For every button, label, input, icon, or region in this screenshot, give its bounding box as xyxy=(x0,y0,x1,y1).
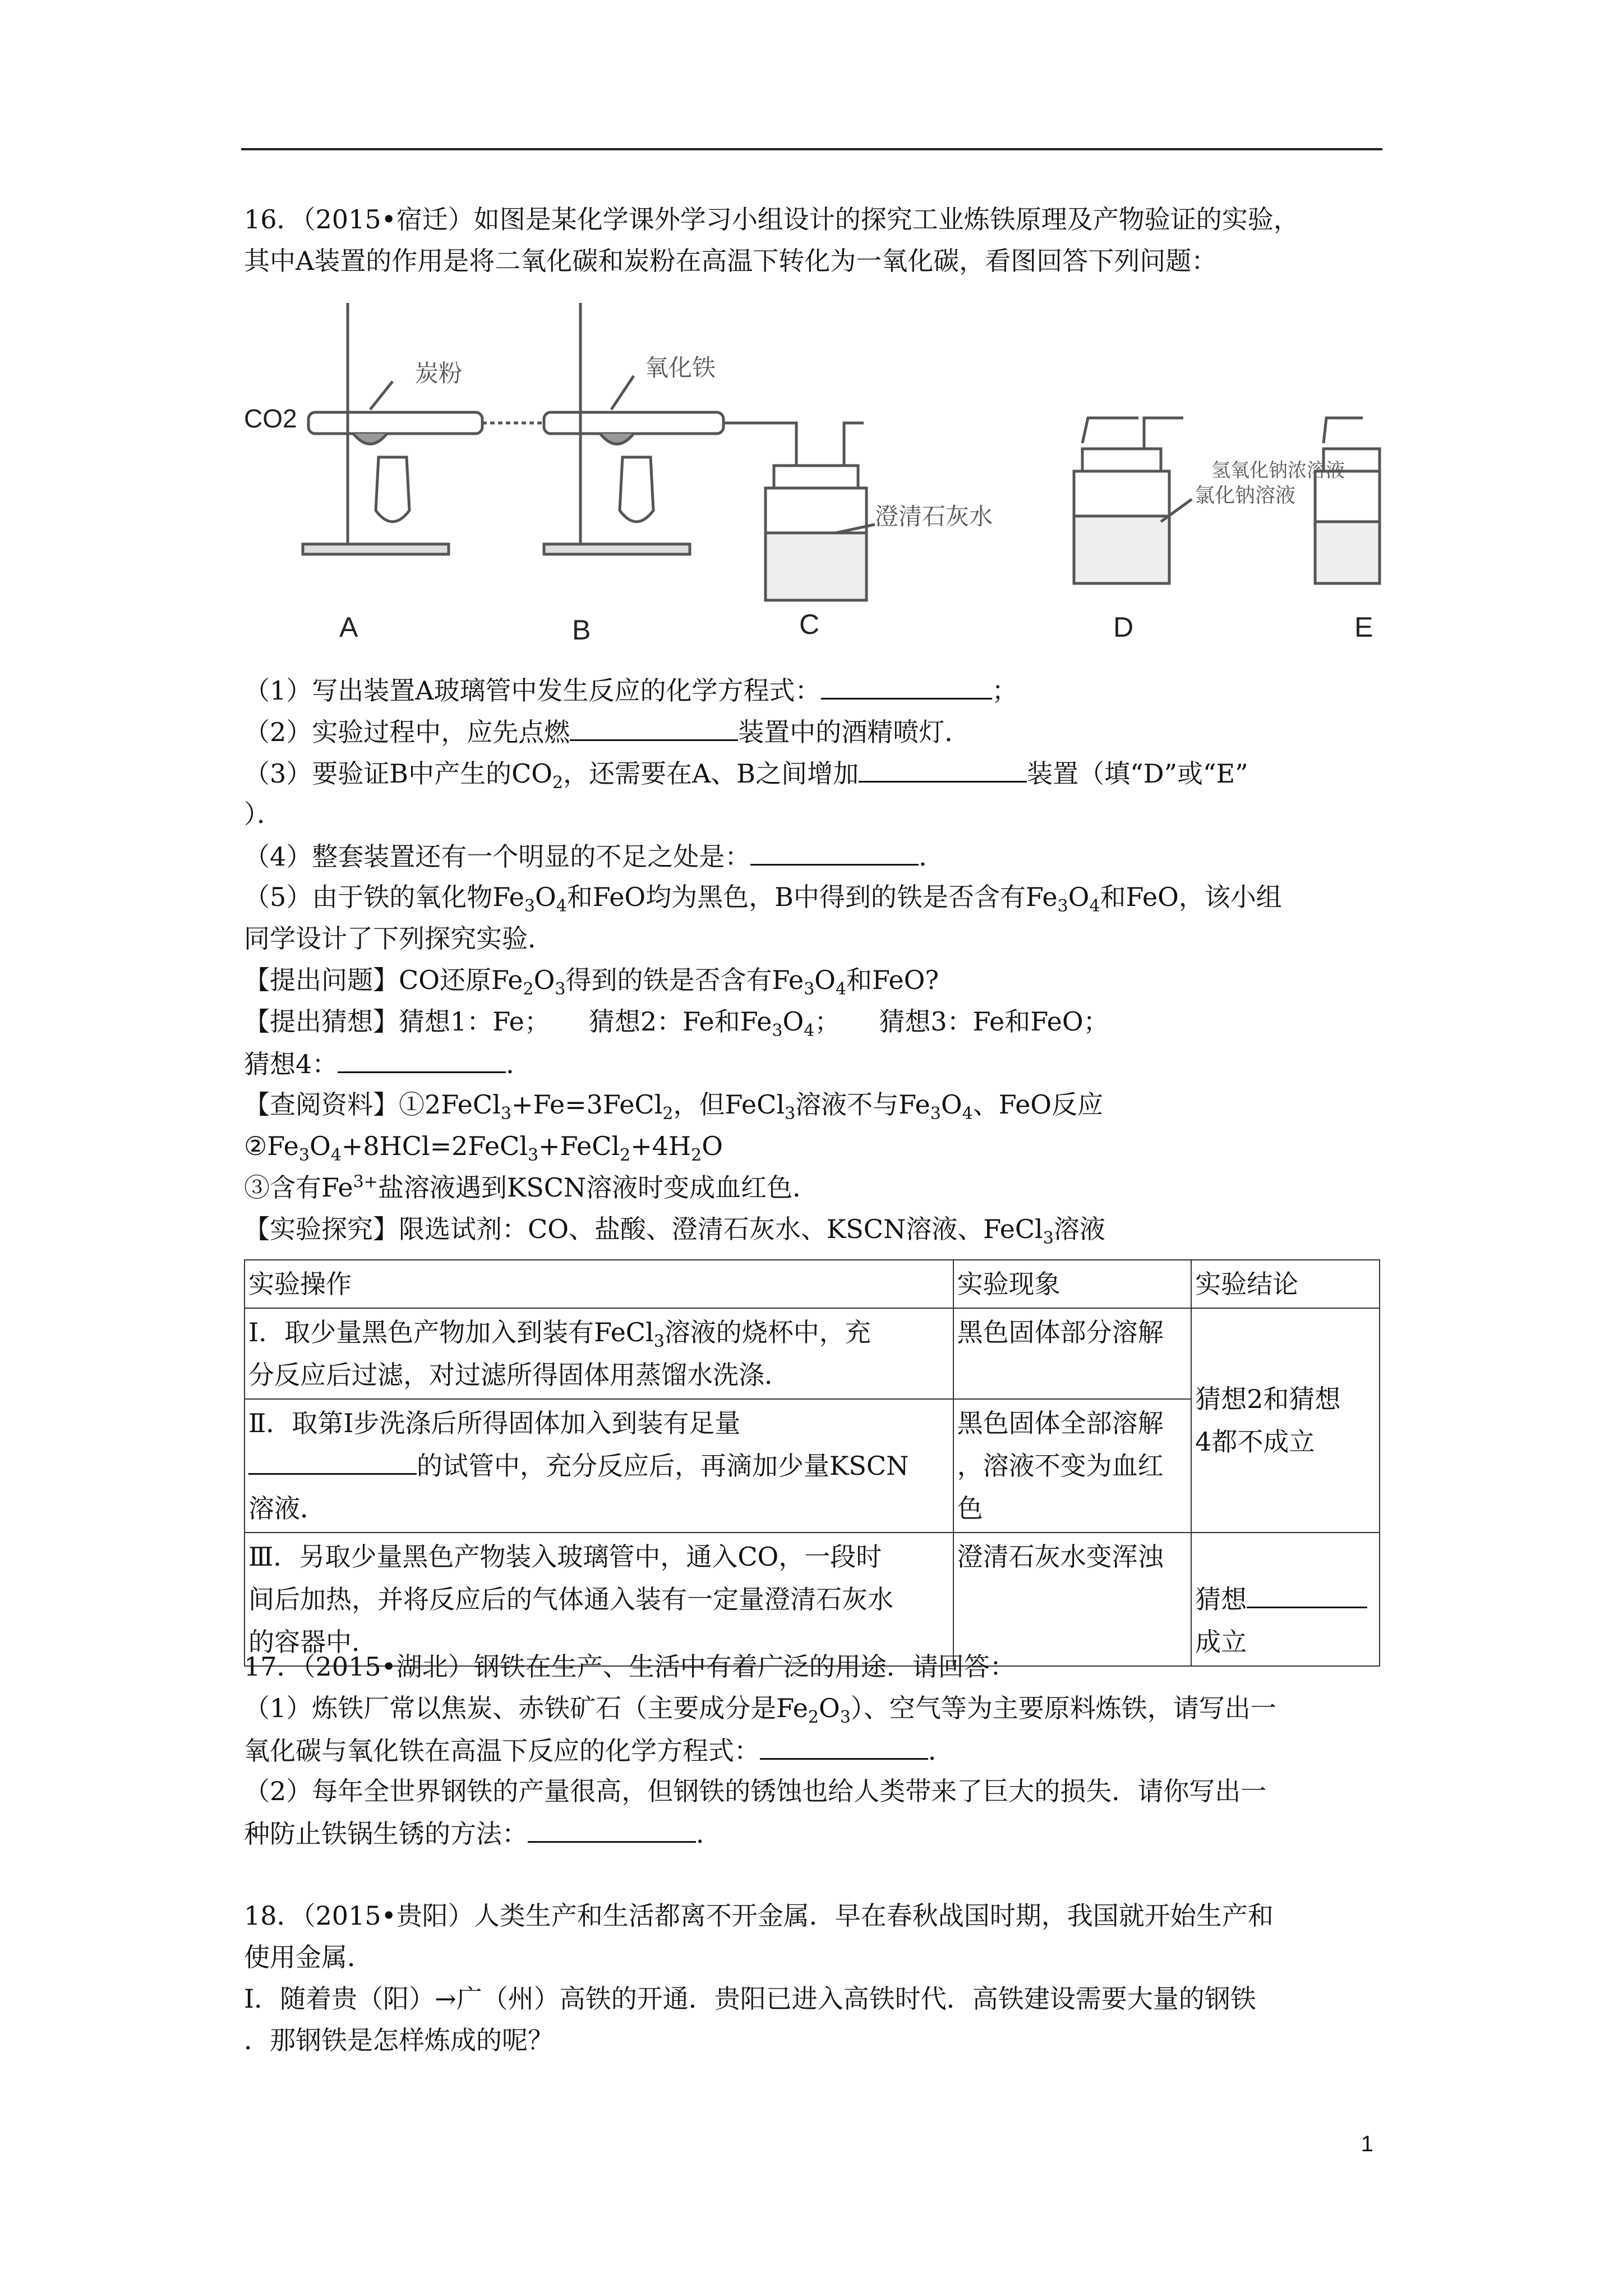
q18-line-3: Ⅰ．随着贵（阳）→广（州）高铁的开通．贵阳已进入高铁时代．高铁建设需要大量的钢铁 xyxy=(244,1984,1256,2014)
q16-p2: （2）实验过程中，应先点燃 装置中的酒精喷灯． xyxy=(244,712,970,751)
phenomenon-cell: 黑色固体全部溶解 ，溶液不变为血红 色 xyxy=(953,1399,1191,1533)
q17-line-3: 氧化碳与氧化铁在高温下反应的化学方程式： ． xyxy=(244,1731,954,1769)
q16-p5: （5）由于铁的氧化物$Fe_3O_4$和FeO均为黑色，B中得到的铁是否含有$Fe_3O_4$和FeO，该小组 xyxy=(244,882,1282,917)
q16-guess4: 猜想4： ． xyxy=(244,1045,532,1083)
q16-line-1: 16．（2015•宿迁）如图是某化学课外学习小组设计的探究工业炼铁原理及产物验证的实验， xyxy=(244,204,1299,234)
qingshihui-label: 澄清石灰水 xyxy=(875,503,993,530)
q16-p1: （1）写出装置A玻璃管中发生反应的化学方程式： ； xyxy=(244,671,1018,709)
label-b: B xyxy=(572,614,591,645)
q16-line-2: 其中A装置的作用是将二氧化碳和炭粉在高温下转化为一氧化碳，看图回答下列问题： xyxy=(244,246,1218,276)
q18-line-4: ．那钢铁是怎样炼成的呢？ xyxy=(244,2025,554,2055)
q16-p4: （4）整套装置还有一个明显的不足之处是： ． xyxy=(244,837,944,875)
nacl-label: 氯化钠溶液 xyxy=(1195,484,1296,507)
operation-cell: Ⅰ．取少量黑色产物加入到装有FeCl$_3$溶液的烧杯中，充 分反应后过滤，对过滤所得固体用蒸馏水洗涤． xyxy=(245,1308,953,1399)
phenomenon-cell: 澄清石灰水变浑浊 xyxy=(953,1533,1191,1666)
label-e: E xyxy=(1354,611,1373,643)
naoh-label: 氢氧化钠浓溶液 xyxy=(1211,460,1345,481)
q16-info1: 【查阅资料】①2FeCl$_3$+Fe=3FeCl$_2$，但FeCl$_3$溶液不与$Fe_3O_4$、FeO反应 xyxy=(244,1089,1104,1124)
table-row xyxy=(245,1533,1380,1666)
q17-line-4: （2）每年全世界钢铁的产量很高，但钢铁的锈蚀也给人类带来了巨大的损失．请你写出一 xyxy=(244,1776,1267,1806)
co2-label: CO2 xyxy=(244,404,297,433)
operation-cell: Ⅲ．另取少量黑色产物装入玻璃管中，通入CO，一段时 间后加热，并将反应后的气体通入装有一定量澄清石灰水 的容器中． xyxy=(245,1533,953,1666)
label-c: C xyxy=(799,609,820,640)
header-rule xyxy=(241,148,1382,150)
q16-explore: 【实验探究】限选试剂：CO、盐酸、澄清石灰水、KSCN溶液、FeCl$_3$溶液 xyxy=(244,1214,1105,1249)
table-row xyxy=(245,1308,1380,1399)
label-d: D xyxy=(1113,611,1134,643)
q16-p3: （3）要验证B中产生的$CO_2$，还需要在A、B之间增加 装置（填“D”或“E” xyxy=(244,754,1248,792)
header-cell: 实验结论 xyxy=(1191,1260,1380,1308)
apparatus-figure xyxy=(241,297,1382,645)
q16-info2: $②Fe_3O_4+8HCl=2FeCl_3+FeCl_2+4H_2O$ xyxy=(244,1131,723,1166)
q16-ask: 【提出问题】CO还原$Fe_2O_3$得到的铁是否含有$Fe_3O_4$和FeO? xyxy=(244,965,939,1000)
q17-line-1: 17．（2015•湖北）钢铁在生产、生活中有着广泛的用途．请回答： xyxy=(244,1651,1016,1682)
conclusion-cell: 猜想2和猜想 4都不成立 xyxy=(1191,1308,1380,1533)
label-a: A xyxy=(339,611,358,643)
header-cell: 实验现象 xyxy=(953,1260,1191,1308)
q17-line-2: （1）炼铁厂常以焦炭、赤铁矿石（主要成分是$Fe_2O_3$）、空气等为主要原料炼铁，请写出一 xyxy=(244,1693,1276,1728)
page-number: 1 xyxy=(1361,2132,1373,2156)
q16-p5-cont: 同学设计了下列探究实验． xyxy=(244,923,554,954)
q16-guess: 【提出猜想】猜想1：Fe； 猜想2：Fe和$Fe_3O_4$； 猜想3：Fe和FeO； xyxy=(244,1006,1109,1041)
q16-p3-end: ）． xyxy=(244,799,283,829)
q16-info3: ③含有$Fe^{3+}$盐溶液遇到KSCN溶液时变成血红色． xyxy=(244,1172,819,1203)
conclusion-cell: 猜想 成立 xyxy=(1191,1533,1380,1666)
table-header-row xyxy=(245,1260,1380,1308)
q18-line-1: 18．（2015•贵阳）人类生产和生活都离不开金属．早在春秋战国时期，我国就开始生产和 xyxy=(244,1901,1274,1931)
q17-line-5: 种防止铁锅生锈的方法： ． xyxy=(244,1814,722,1852)
tanfen-label: 炭粉 xyxy=(415,360,463,386)
yanghuatie-label: 氧化铁 xyxy=(645,355,716,381)
header-cell: 实验操作 xyxy=(245,1260,953,1308)
operation-cell: Ⅱ．取第Ⅰ步洗涤后所得固体加入到装有足量 的试管中，充分反应后，再滴加少量KSCN 溶液． xyxy=(245,1399,953,1533)
q18-line-2: 使用金属． xyxy=(244,1942,373,1972)
phenomenon-cell: 黑色固体部分溶解 xyxy=(953,1308,1191,1399)
experiment-table xyxy=(244,1259,1380,1667)
